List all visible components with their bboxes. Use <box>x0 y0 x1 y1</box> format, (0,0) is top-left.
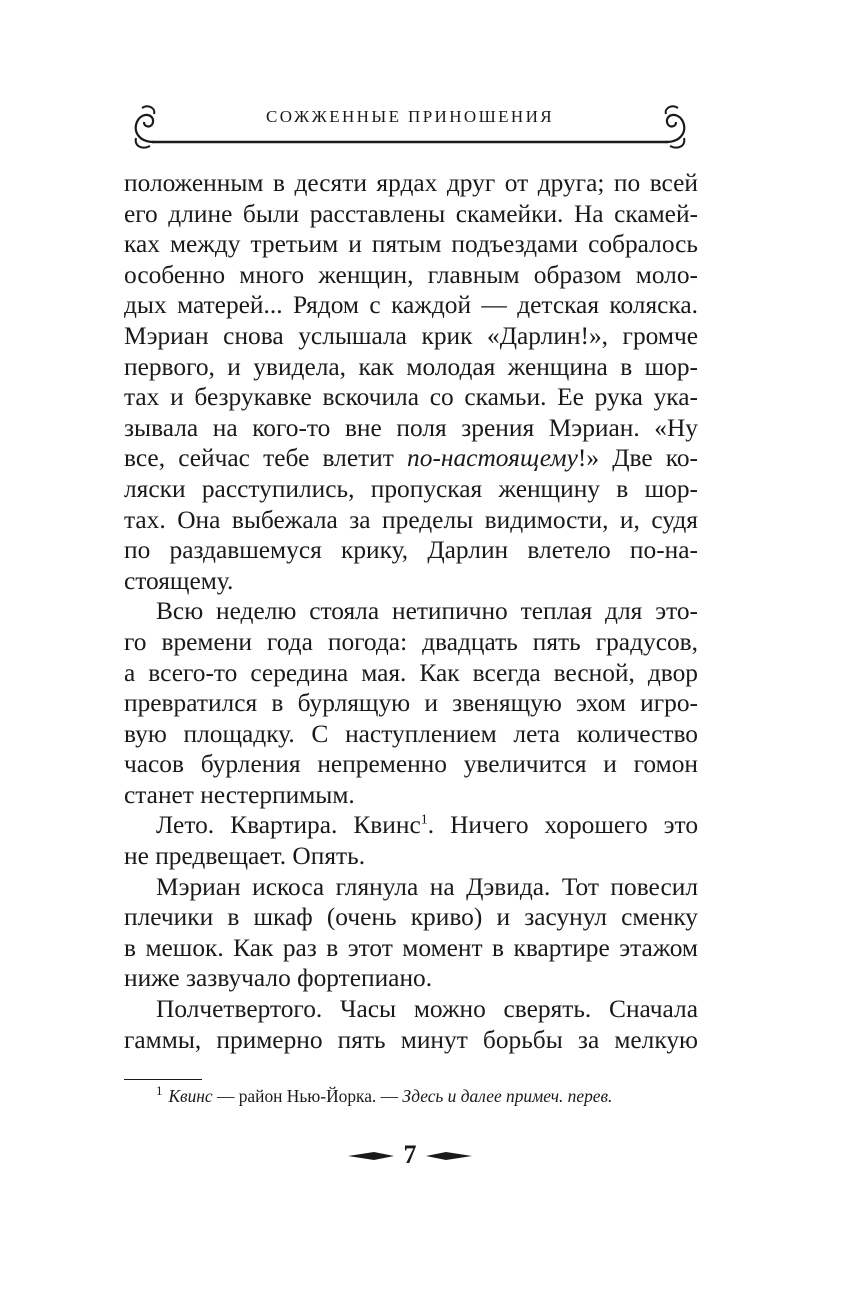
text-line: ниже зазвучало фортепиано. <box>124 964 433 993</box>
paragraph-3 <box>124 810 698 871</box>
page-number: 7 <box>403 1140 417 1169</box>
text-line: в мешок. Как раз в этот момент в квартире этажом <box>124 933 698 962</box>
text-line: гаммы, примерно пять минут борьбы за мелкую <box>124 1025 698 1054</box>
text-line: его длине были расставлены скамейки. На скамей- <box>124 199 698 228</box>
text-line <box>124 810 698 841</box>
text-line: вую площадку. С наступлением лета количество <box>124 719 698 748</box>
footnote <box>156 1084 696 1108</box>
emphasis-text: по-настоящему <box>407 444 578 473</box>
text-line: тах. Она выбежала за пределы видимости, и, судя <box>124 505 698 534</box>
text-line: тах и безрукавке вскочила со скамьи. Ее рука ука- <box>124 383 698 412</box>
text-line: дых матерей... Рядом с каждой — детская коляска. <box>124 291 698 320</box>
text-line: го времени года погода: двадцать пять градусов, <box>124 627 698 656</box>
text-line: не предвещает. Опять. <box>124 842 366 871</box>
text-line: положенным в десяти ярдах друг от друга; по всей <box>124 169 698 197</box>
paragraph-1 <box>124 168 698 596</box>
footnote-term: Квинс <box>168 1086 213 1106</box>
text-line: Мэриан искоса глянула на Дэвида. Тот повесил <box>156 872 698 901</box>
footnote-reference[interactable]: 1 <box>420 813 428 828</box>
text-line: Мэриан снова услышала крик «Дарлин!», громче <box>124 321 698 350</box>
footnote-number: 1 <box>156 1083 163 1099</box>
body-text <box>124 168 698 1055</box>
text-line: особенно много женщин, главным образом моло- <box>124 260 698 289</box>
text-line <box>124 443 698 474</box>
text-line: превратился в бурлящую и звенящую эхом игро- <box>124 689 698 718</box>
paragraph-4 <box>124 872 698 994</box>
text-line: стоящему. <box>124 566 234 595</box>
running-header <box>128 100 692 152</box>
text-line: по раздавшемуся крику, Дарлин влетело по-на- <box>124 536 698 565</box>
text-line: Полчетвертого. Часы можно сверять. Сначала <box>156 995 698 1024</box>
paragraph-5 <box>124 994 698 1055</box>
text-line: зывала на кого-то вне поля зрения Мэриан. «Ну <box>124 413 698 442</box>
text-line: а всего-то середина мая. Как всегда весной, двор <box>124 658 698 687</box>
paragraph-2 <box>124 596 698 810</box>
text-line: плечики в шкаф (очень криво) и засунул сменку <box>124 903 698 932</box>
text-line: станет нестерпимым. <box>124 780 355 809</box>
text-segment: !» Две ко- <box>577 444 698 473</box>
text-segment: Лето. Квартира. Квинс <box>156 811 421 840</box>
footnote-editor-note: Здесь и далее примеч. перев. <box>402 1086 613 1106</box>
running-title: СОЖЖЕННЫЕ ПРИНОШЕНИЯ <box>265 107 555 126</box>
text-segment: все, сейчас тебе влетит <box>124 444 408 473</box>
text-line: первого, и увидела, как молодая женщина в шор- <box>124 352 698 381</box>
text-segment: . Ничего хорошего это <box>427 811 699 840</box>
text-line: ляски расступились, пропуская женщину в шор- <box>124 474 698 503</box>
text-line: ках между третьим и пятым подъездами собралось <box>124 230 698 259</box>
text-line: Всю неделю стояла нетипично теплая для это- <box>156 597 698 626</box>
text-line: часов бурления непременно увеличится и гомон <box>124 750 698 779</box>
footnote-divider <box>124 1079 202 1080</box>
footnote-text: — район Нью-Йорка. — <box>212 1086 403 1106</box>
page-number-block <box>340 1138 480 1174</box>
